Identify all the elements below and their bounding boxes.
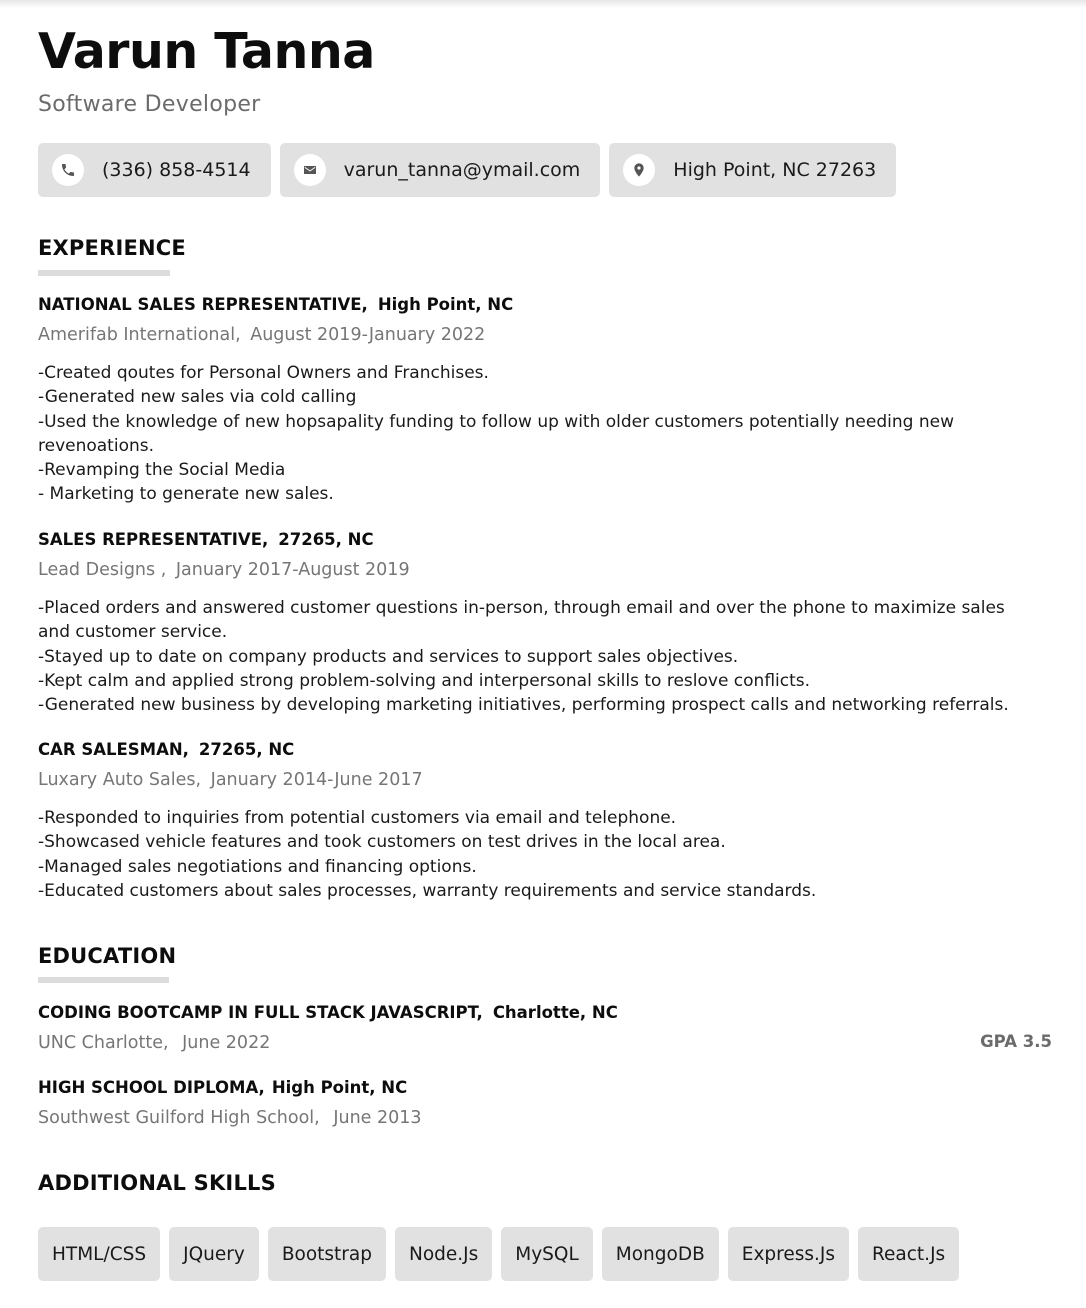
gpa-value: GPA 3.5: [980, 1032, 1052, 1051]
top-shadow: [0, 0, 1086, 8]
contact-location[interactable]: [609, 143, 896, 197]
job-description: -Placed orders and answered customer questions in-person, through email and over the phone to maximize sales and customer service. -Stayed up to date on company products and services to support sales objectives. -Kept calm and applied strong problem-solving and interpersonal skills to reslove conflicts. -Generated new business by developing marketing initiatives, performing prospect calls and networking referrals.: [38, 598, 1009, 716]
school-name: UNC Charlotte,: [38, 1033, 169, 1053]
experience-item: [38, 530, 1058, 717]
skill-tag: MongoDB: [602, 1227, 719, 1281]
experience-heading: EXPERIENCE: [38, 236, 186, 260]
experience-underline: [38, 270, 170, 276]
job-title-line: [38, 295, 1058, 314]
degree-title: HIGH SCHOOL DIPLOMA,: [38, 1078, 265, 1097]
degree-location: Charlotte, NC: [492, 1003, 618, 1022]
school-line: [38, 1033, 1058, 1053]
skill-tag: MySQL: [501, 1227, 593, 1281]
job-location: 27265, NC: [198, 740, 295, 759]
job-title: SALES REPRESENTATIVE,: [38, 530, 269, 549]
education-item: [38, 1003, 1058, 1053]
contact-location-text: High Point, NC 27263: [673, 159, 877, 181]
skill-tag: Express.Js: [728, 1227, 849, 1281]
job-location: High Point, NC: [377, 295, 514, 314]
job-dates: January 2017-August 2019: [175, 560, 410, 580]
contact-phone[interactable]: [38, 143, 271, 197]
job-description: -Created qoutes for Personal Owners and Franchises. -Generated new sales via cold calling -Used the knowledge of new hopsapality funding to follow up with older customers potentially needing new revenoations. -Revamping the Social Media - Marketing to generate new sales.: [38, 363, 954, 505]
degree-title-line: [38, 1078, 1058, 1097]
graduation-date: June 2013: [333, 1108, 422, 1128]
job-company: Lead Designs ,: [38, 560, 167, 580]
candidate-title: Software Developer: [38, 92, 261, 117]
job-location: 27265, NC: [278, 530, 374, 549]
phone-icon: [52, 154, 84, 186]
contact-phone-text: (336) 858-4514: [102, 159, 251, 181]
job-title: NATIONAL SALES REPRESENTATIVE,: [38, 295, 368, 314]
degree-location: High Point, NC: [271, 1078, 408, 1097]
email-icon: [294, 154, 326, 186]
skill-tag: Bootstrap: [268, 1227, 386, 1281]
experience-item: [38, 740, 1058, 903]
skill-tag: JQuery: [169, 1227, 259, 1281]
school-name: Southwest Guilford High School,: [38, 1108, 320, 1128]
contact-row: [38, 143, 896, 197]
degree-title: CODING BOOTCAMP IN FULL STACK JAVASCRIPT,: [38, 1003, 483, 1022]
skills-list: [38, 1227, 959, 1281]
job-company-line: [38, 560, 1058, 580]
job-title: CAR SALESMAN,: [38, 740, 189, 759]
location-pin-icon: [623, 154, 655, 186]
school-line: [38, 1108, 1058, 1128]
education-underline: [38, 977, 169, 983]
skill-tag: React.Js: [858, 1227, 959, 1281]
contact-email-text: varun_tanna@ymail.com: [343, 159, 581, 181]
experience-item: [38, 295, 1058, 507]
job-dates: August 2019-January 2022: [250, 325, 486, 345]
degree-title-line: [38, 1003, 1058, 1022]
education-heading: EDUCATION: [38, 944, 177, 968]
job-dates: January 2014-June 2017: [210, 770, 423, 790]
job-title-line: [38, 740, 1058, 759]
job-company: Luxary Auto Sales,: [38, 770, 202, 790]
graduation-date: June 2022: [182, 1033, 271, 1053]
education-item: [38, 1078, 1058, 1128]
job-company-line: [38, 770, 1058, 790]
skills-heading: ADDITIONAL SKILLS: [38, 1171, 276, 1195]
skill-tag: Node.Js: [395, 1227, 492, 1281]
candidate-name: Varun Tanna: [38, 23, 375, 80]
job-company-line: [38, 325, 1058, 345]
job-description: -Responded to inquiries from potential customers via email and telephone. -Showcased vehicle features and took customers on test drives in the local area. -Managed sales negotiations and financing options. -Educated customers about sales processes, warranty requirements and service standards.: [38, 808, 817, 901]
job-company: Amerifab International,: [38, 325, 241, 345]
job-title-line: [38, 530, 1058, 549]
skill-tag: HTML/CSS: [38, 1227, 160, 1281]
contact-email[interactable]: [280, 143, 601, 197]
